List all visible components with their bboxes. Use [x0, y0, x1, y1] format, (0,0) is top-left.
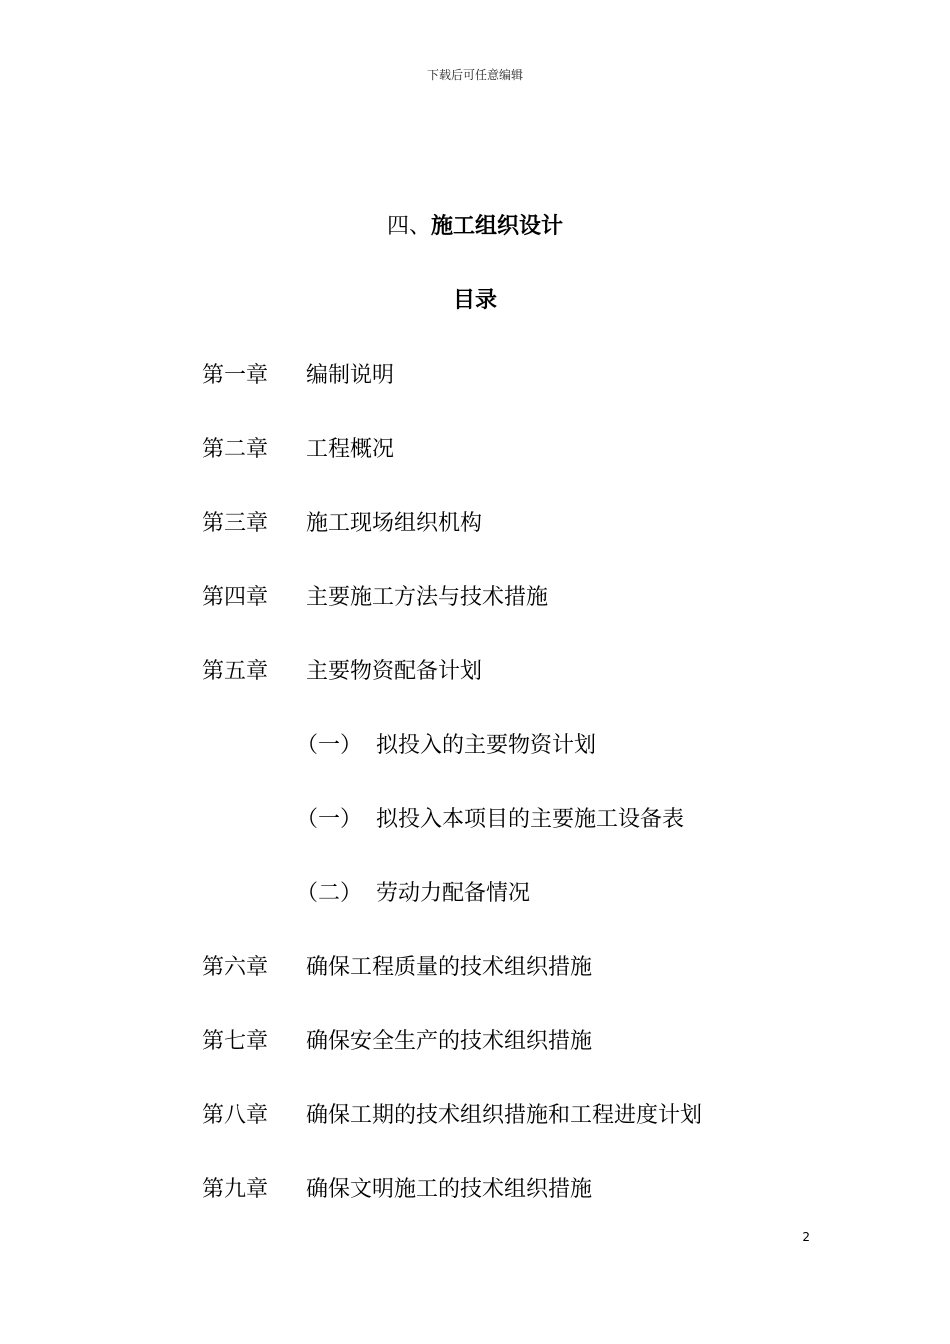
toc-entry-label: 第六章: [202, 955, 269, 980]
toc-subentry-label: （二）: [296, 881, 363, 906]
toc-entry-text: 确保工期的技术组织措施和工程进度计划: [306, 1103, 703, 1128]
toc-entry-label: 第二章: [202, 437, 269, 462]
toc-entry-text: 编制说明: [306, 363, 395, 388]
toc-subentry-text: 拟投入本项目的主要施工设备表: [376, 807, 685, 832]
toc-subentry-label: （一）: [296, 733, 363, 758]
toc-entry-label: 第四章: [202, 585, 269, 610]
toc-entry-text: 工程概况: [306, 437, 395, 462]
toc-entry-text: 确保工程质量的技术组织措施: [306, 955, 593, 980]
title-text: 施工组织设计: [431, 214, 564, 239]
toc-entry-label: 第一章: [202, 363, 269, 388]
toc-entry-text: 确保安全生产的技术组织措施: [306, 1029, 593, 1054]
toc-entry-text: 确保文明施工的技术组织措施: [306, 1177, 593, 1202]
toc-entry-text: 施工现场组织机构: [306, 511, 483, 536]
document-title: [0, 210, 950, 244]
toc-subentry-text: 拟投入的主要物资计划: [376, 733, 597, 758]
toc-entry-label: 第七章: [202, 1029, 269, 1054]
header-note: 下载后可任意编辑: [426, 68, 523, 82]
title-prefix: 四、: [386, 214, 431, 239]
toc-entry-label: 第五章: [202, 659, 269, 684]
toc-subentry-text: 劳动力配备情况: [376, 881, 531, 906]
toc-entry-text: 主要施工方法与技术措施: [306, 585, 549, 610]
toc-entry-text: 主要物资配备计划: [306, 659, 483, 684]
toc-entry-label: 第三章: [202, 511, 269, 536]
toc-subentry-label: （一）: [296, 807, 363, 832]
page-number: 2: [802, 1230, 810, 1244]
toc-entry-label: 第八章: [202, 1103, 269, 1128]
toc-entry-label: 第九章: [202, 1177, 269, 1202]
toc-heading: 目录: [452, 288, 497, 313]
